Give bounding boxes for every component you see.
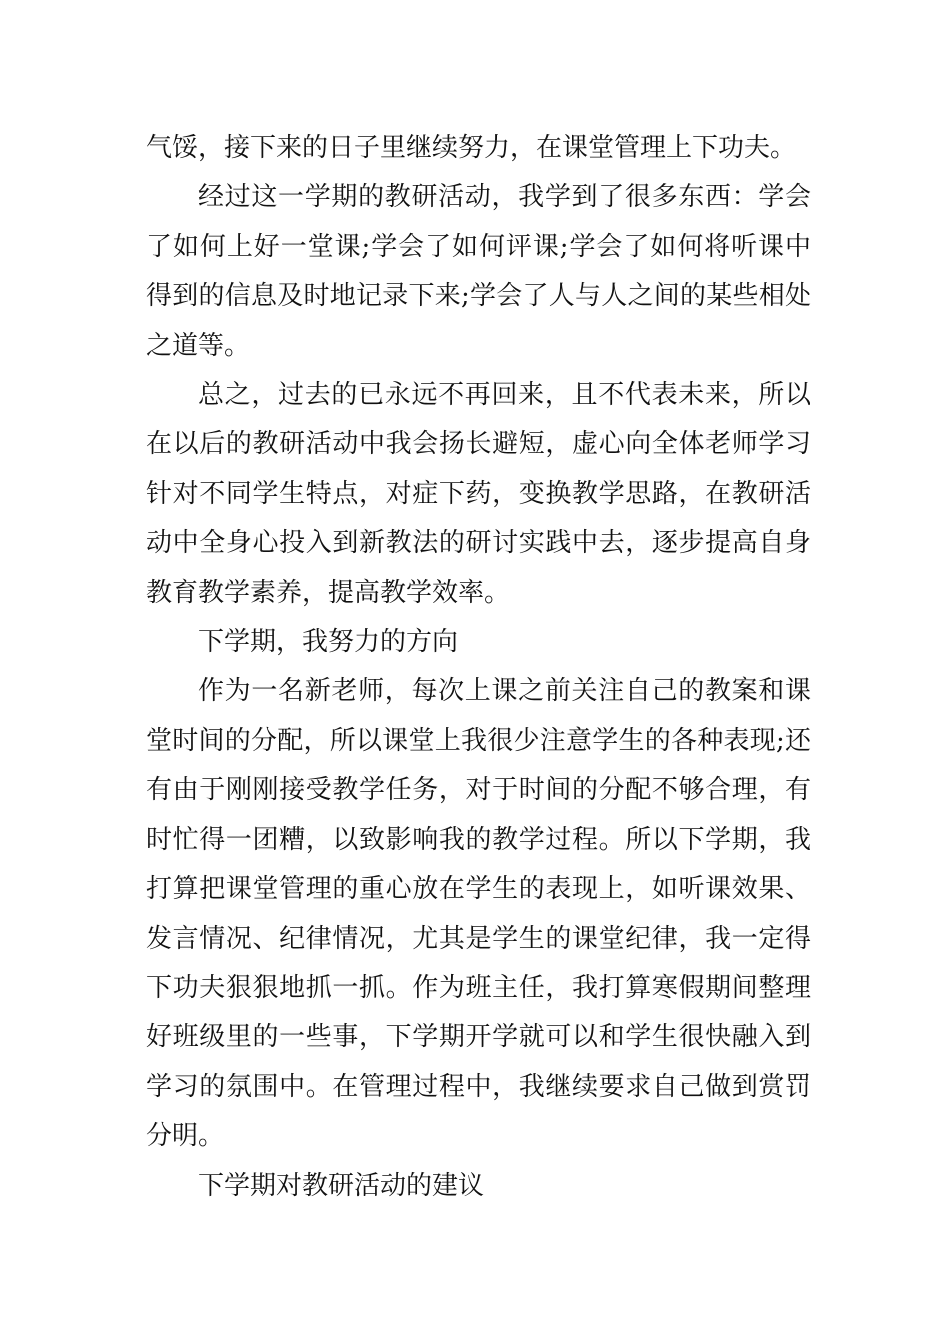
section-heading-next-term-direction: 下学期，我努力的方向 <box>198 627 459 658</box>
paragraph-learning-summary: 经过这一学期的教研活动，我学到了很多东西：学会了如何上好一堂课;学会了如何评课;学会了如何将听课中得到的信息及时地记录下来;学会了人与人之间的某些相处之道等。 <box>146 182 811 361</box>
section-heading-suggestions: 下学期对教研活动的建议 <box>198 1170 485 1201</box>
paragraph-conclusion: 总之，过去的已永远不再回来，且不代表未来，所以在以后的教研活动中我会扬长避短，虚心向全体老师学习针对不同学生特点，对症下药，变换教学思路，在教研活动中全身心投入到新教法的研讨实践中去，逐步提高自身教育教学素养，提高教学效率。 <box>146 380 811 608</box>
paragraph-continuation: 气馁，接下来的日子里继续努力，在课堂管理上下功夫。 <box>146 133 797 163</box>
document-body <box>146 124 811 1211</box>
paragraph-next-term-plan: 作为一名新老师，每次上课之前关注自己的教案和课堂时间的分配，所以课堂上我很少注意学生的各种表现;还有由于刚刚接受教学任务，对于时间的分配不够合理，有时忙得一团糟，以致影响我的教学过程。所以下学期，我打算把课堂管理的重心放在学生的表现上，如听课效果、发言情况、纪律情况，尤其是学生的课堂纪律，我一定得下功夫狠狠地抓一抓。作为班主任，我打算寒假期间整理好班级里的一些事，下学期开学就可以和学生很快融入到学习的氛围中。在管理过程中，我继续要求自己做到赏罚分明。 <box>146 676 811 1152</box>
